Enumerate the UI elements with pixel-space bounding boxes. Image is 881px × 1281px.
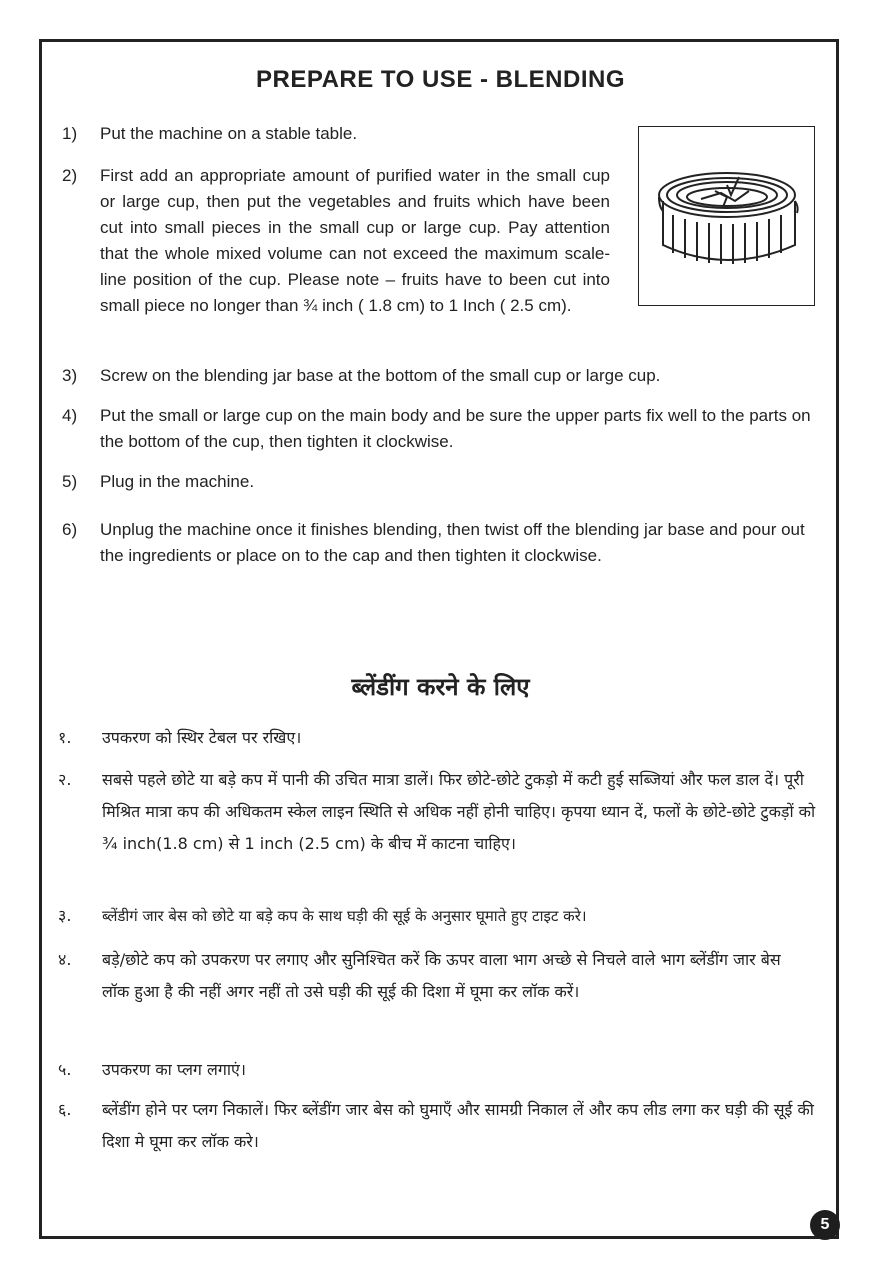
step-number: ५. bbox=[58, 1060, 72, 1079]
step-text: Put the small or large cup on the main body and be sure the upper parts fix well to the parts on the bottom of the cup, then tighten it clockwise. bbox=[100, 406, 811, 451]
step-number: 3) bbox=[62, 366, 78, 385]
step-number: १. bbox=[58, 728, 72, 747]
english-step-2 bbox=[62, 163, 610, 348]
step-number: ४. bbox=[58, 950, 72, 969]
step-text: सबसे पहले छोटे या बड़े कप में पानी की उचित मात्रा डालें। फिर छोटे-छोटे टुकड़ो में कटी हुई सब्जियां और फल डाल दें। पूरी मिश्रित मात्रा कप की अधिकतम स्केल लाइन स्थिति से अधिक नहीं होनी चाहिए। कृपया ध्यान दें, फलों के छोटे-छोटे टुकड़ों को ¾ inch(1.8 cm) से 1 inch (2.5 cm) के बीच में काटना चाहिए। bbox=[102, 770, 816, 853]
step-text: Plug in the machine. bbox=[100, 472, 255, 491]
english-title: PREPARE TO USE - BLENDING bbox=[256, 66, 625, 93]
step-text: ब्लेंडींग होने पर प्लग निकालें। फिर ब्लेंडींग जार बेस को घुमाएँ और सामग्री निकाल लें और कप लीड लगा कर घड़ी की सूई की दिशा मे घूमा कर लॉक करे। bbox=[102, 1100, 814, 1151]
step-text: उपकरण का प्लग लगाएं। bbox=[102, 1060, 246, 1079]
step-number: 1) bbox=[62, 124, 78, 143]
step-text: उपकरण को स्थिर टेबल पर रखिए। bbox=[102, 728, 302, 747]
step-number: 6) bbox=[62, 520, 78, 539]
step-text: बड़े/छोटे कप को उपकरण पर लगाए और सुनिश्चित करें कि ऊपर वाला भाग अच्छे से निचले वाले भाग ब्लेंडींग जार बेस लॉक हुआ है की नहीं अगर नहीं तो उसे घड़ी की सूई की दिशा में घूमा कर लॉक करें। bbox=[102, 950, 781, 1001]
product-figure bbox=[638, 126, 815, 306]
step-number: ६. bbox=[58, 1100, 72, 1119]
blending-jar-base-icon bbox=[639, 127, 813, 304]
step-number: 2) bbox=[62, 166, 78, 185]
page-number-badge: 5 bbox=[810, 1210, 840, 1240]
step-text: ब्लेंडीगं जार बेस को छोटे या बड़े कप के साथ घड़ी की सूई के अनुसार घूमाते हुए टाइट करे। bbox=[102, 907, 587, 925]
step-number: ३. bbox=[58, 906, 72, 925]
step-text: Unplug the machine once it finishes blending, then twist off the blending jar base and pour out the ingredients or place on to the cap and then tighten it clockwise. bbox=[100, 520, 805, 565]
step-text: First add an appropriate amount of purified water in the small cup or large cup, then put the vegetables and fruits which have been cut into small pieces in the small cup or large cup. Pay attention that the whole mixed volume can not exceed the maximum scale-line position of the cup. Please note – fruits have to been cut into small piece no longer than ¾ inch ( 1.8 cm) to 1 Inch ( 2.5 cm). bbox=[100, 166, 610, 315]
step-number: 4) bbox=[62, 406, 78, 425]
step-number: २. bbox=[58, 770, 72, 789]
step-number: 5) bbox=[62, 472, 78, 491]
step-text: Screw on the blending jar base at the bottom of the small cup or large cup. bbox=[100, 366, 661, 385]
step-text: Put the machine on a stable table. bbox=[100, 124, 358, 143]
hindi-title: ब्लेंडींग करने के लिए bbox=[351, 673, 530, 701]
